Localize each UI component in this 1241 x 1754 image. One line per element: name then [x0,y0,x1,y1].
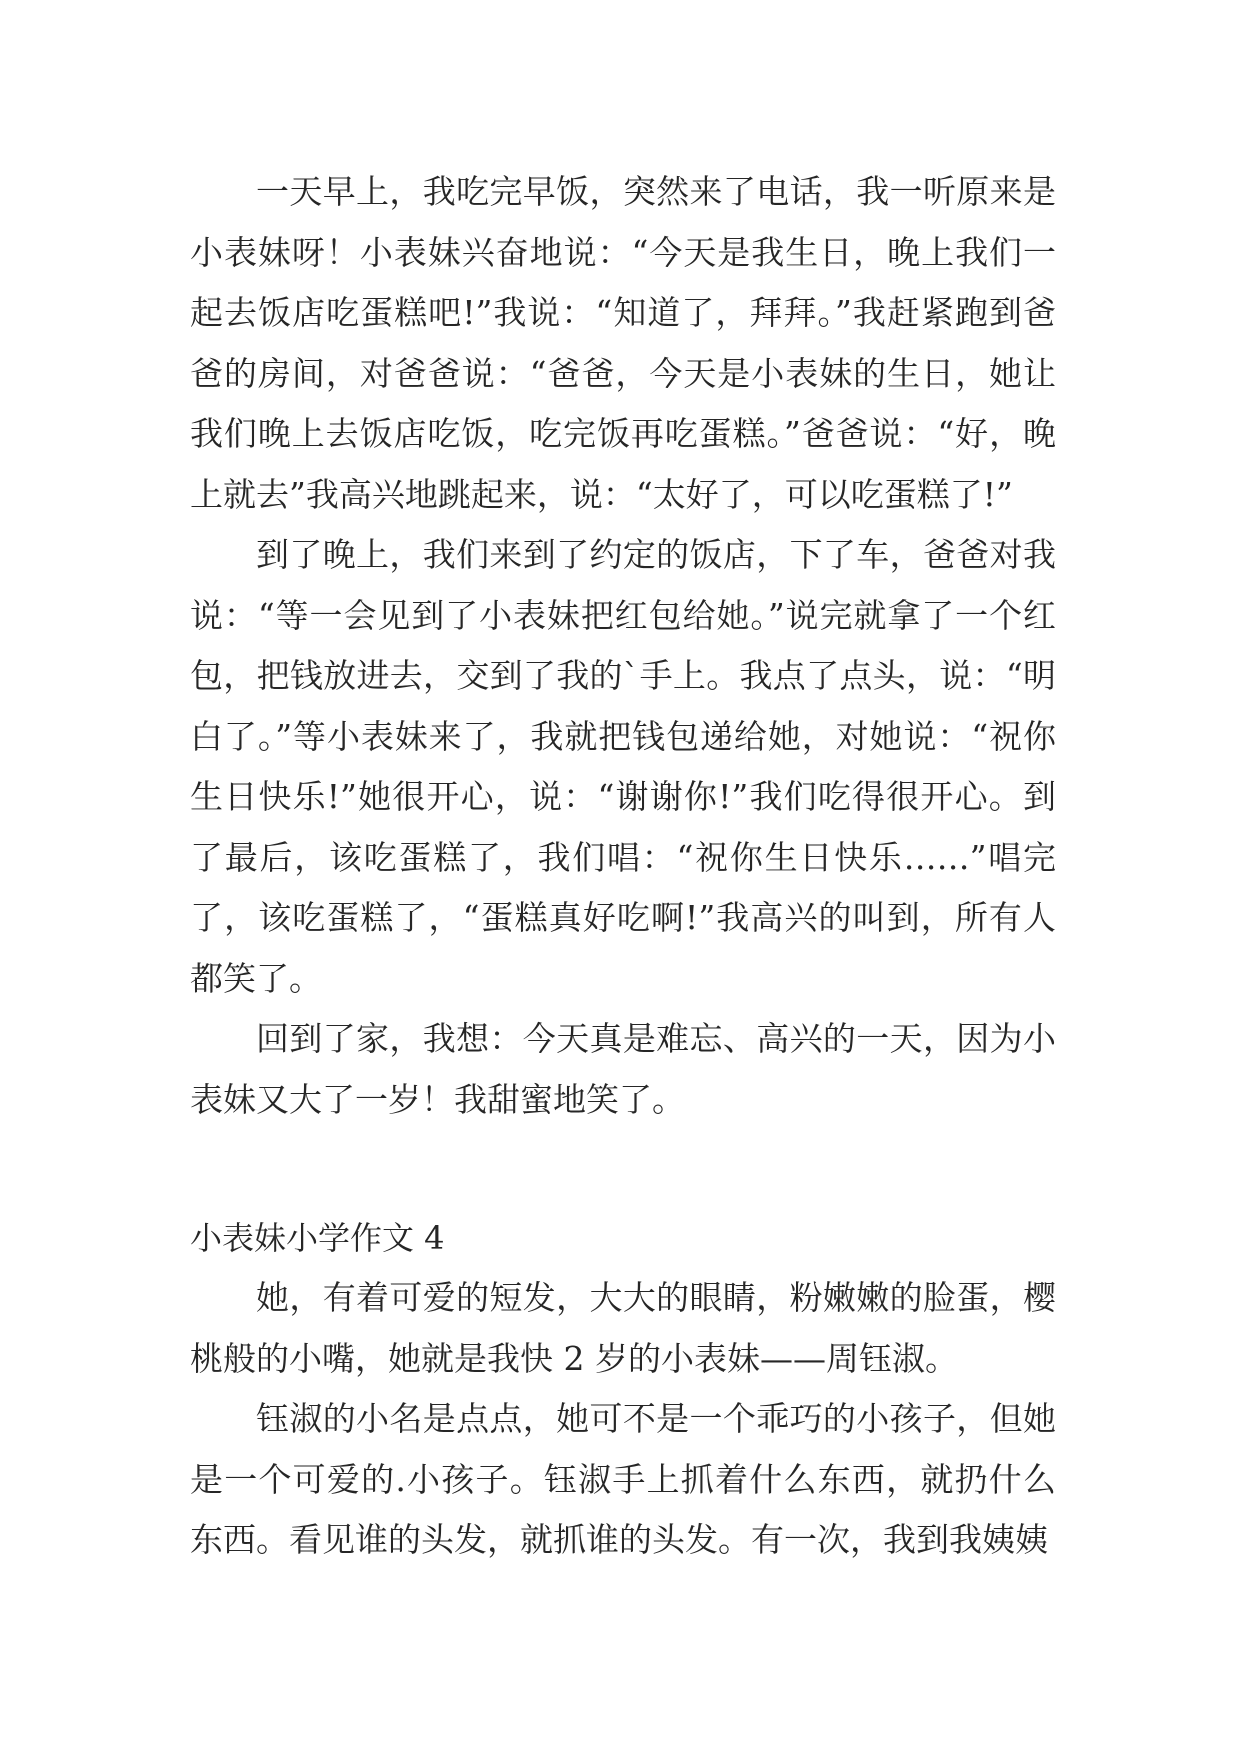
paragraph-cousin-nickname: 钰淑的小名是点点，她可不是一个乖巧的小孩子，但她是一个可爱的.小孩子。钰淑手上抓着什么东西，就扔什么东西。看见谁的头发，就抓谁的头发。有一次，我到我姨姨 [190,1399,1056,1559]
section-title: 小表妹小学作文 4 [190,1219,445,1257]
paragraph-restaurant-evening: 到了晚上，我们来到了约定的饭店，下了车，爸爸对我说：“等一会见到了小表妹把红包给她。”说完就拿了一个红包，把钱放进去，交到了我的`手上。我点了点头，说：“明白了。”等小表妹来了，我就把钱包递给她，对她说：“祝你生日快乐!”她很开心，说：“谢谢你!”我们吃得很开心。到了最后，该吃蛋糕了，我们唱：“祝你生日快乐……”唱完了，该吃蛋糕了，“蛋糕真好吃啊!”我高兴的叫到，所有人都笑了。 [190,535,1056,998]
paragraph-cousin-description: 她，有着可爱的短发，大大的眼睛，粉嫩嫩的脸蛋，樱桃般的小嘴，她就是我快 2 岁的小表妹——周钰淑。 [190,1278,1056,1378]
paragraph-return-home: 回到了家，我想：今天真是难忘、高兴的一天，因为小表妹又大了一岁！我甜蜜地笑了。 [190,1019,1056,1119]
paragraph-birthday-call: 一天早上，我吃完早饭，突然来了电话，我一听原来是小表妹呀！小表妹兴奋地说：“今天是我生日，晚上我们一起去饭店吃蛋糕吧!”我说：“知道了，拜拜。”我赶紧跑到爸爸的房间，对爸爸说：“爸爸，今天是小表妹的生日，她让我们晚上去饭店吃饭，吃完饭再吃蛋糕。”爸爸说：“好，晚上就去”我高兴地跳起来，说：“太好了，可以吃蛋糕了!” [190,172,1056,514]
document-body [190,162,1056,1571]
